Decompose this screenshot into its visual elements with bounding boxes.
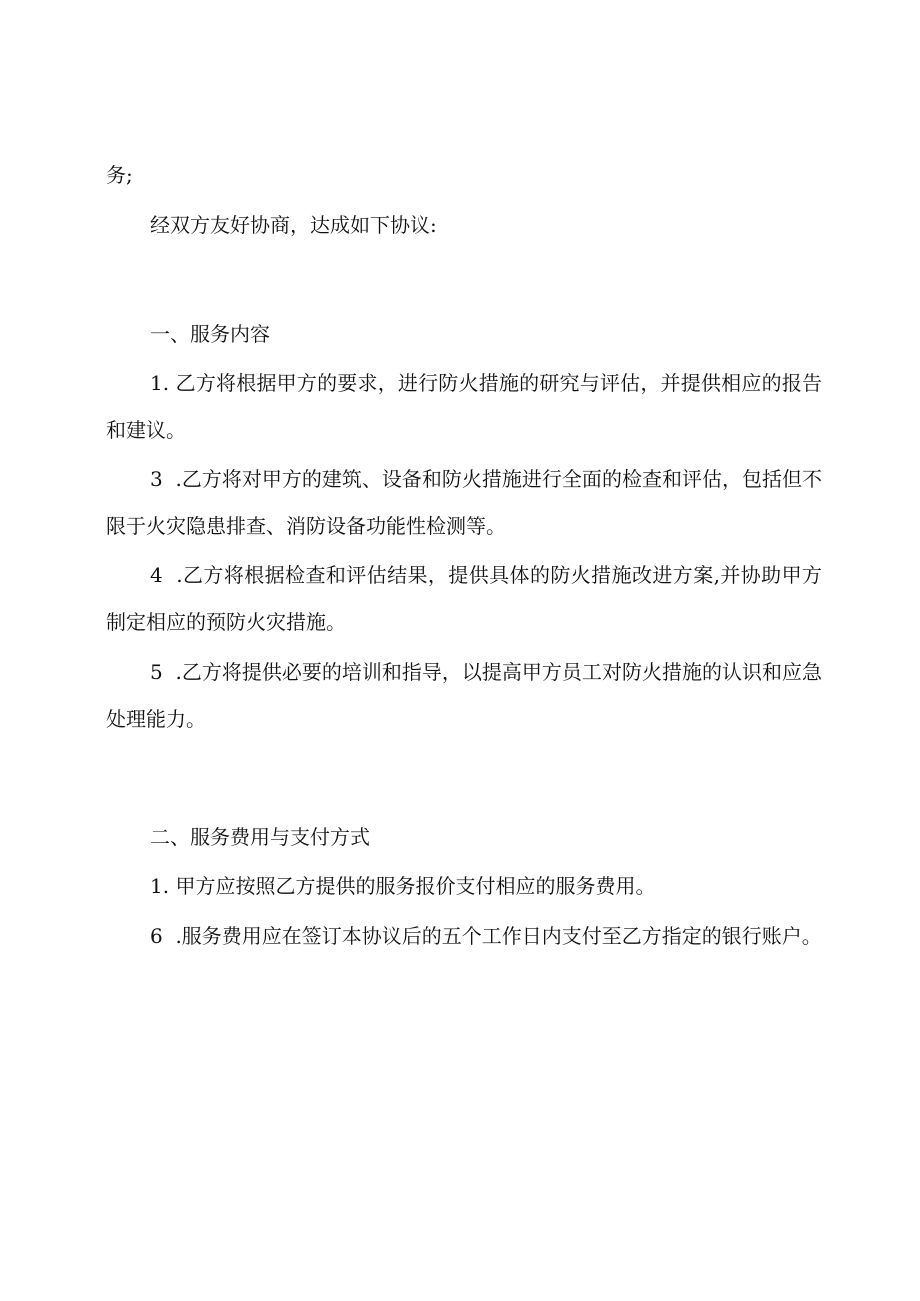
service-item-1: 1. 乙方将根据甲方的要求，进行防火措施的研究与评估，并提供相应的报告和建议。 <box>106 371 822 442</box>
service-item-4: 4 .乙方将根据检查和评估结果，提供具体的防火措施改进方案,并协助甲方制定相应的预防火灾措施。 <box>106 563 822 634</box>
intro-paragraph: 经双方友好协商，达成如下协议: <box>150 213 437 237</box>
service-item-3: 3 .乙方将对甲方的建筑、设备和防火措施进行全面的检查和评估，包括但不限于火灾隐患排查、消防设备功能性检测等。 <box>106 467 822 538</box>
fee-item-6: 6 .服务费用应在签订本协议后的五个工作日内支付至乙方指定的银行账户。 <box>150 924 822 948</box>
continuation-text: 务; <box>106 163 133 187</box>
service-item-5: 5 .乙方将提供必要的培训和指导，以提高甲方员工对防火措施的认识和应急处理能力。 <box>106 660 822 731</box>
section-heading-fees-payment: 二、服务费用与支付方式 <box>150 825 370 849</box>
fee-item-1: 1. 甲方应按照乙方提供的服务报价支付相应的服务费用。 <box>150 874 656 898</box>
section-heading-service-content: 一、服务内容 <box>150 322 270 346</box>
